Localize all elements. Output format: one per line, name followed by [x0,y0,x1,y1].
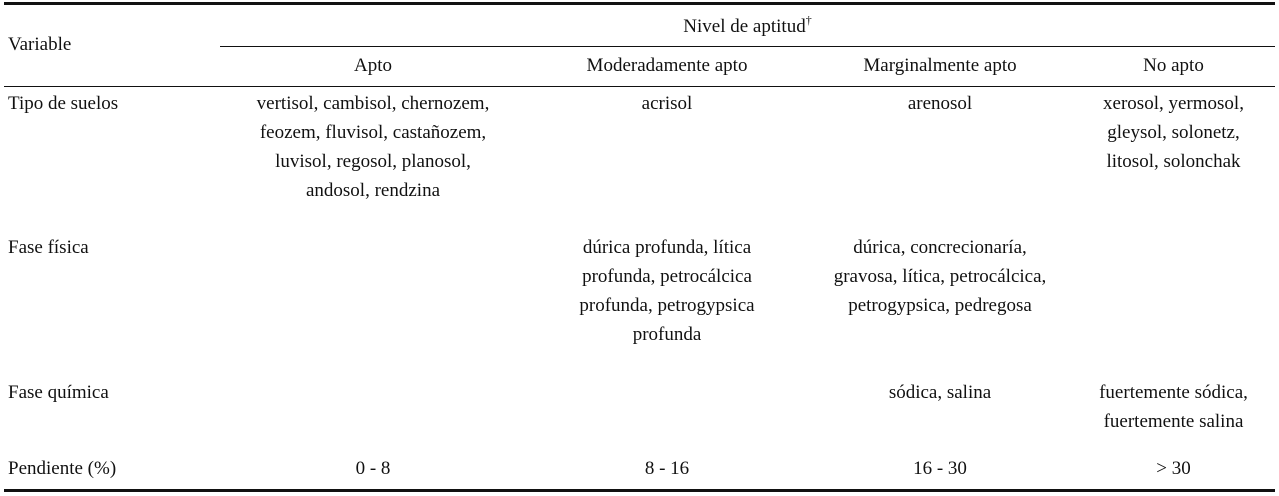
table-cell [808,89,1072,118]
suitability-level-header-text: Nivel de aptitud [683,16,806,37]
cell-line: luvisol, regosol, planosol, [275,151,471,172]
cell-line: fuertemente sódica, [1099,382,1248,403]
cell-line: dúrica profunda, lítica [582,237,752,258]
cell-line: feozem, fluvisol, castañozem, [259,122,487,143]
suitability-level-header [220,12,1275,41]
table-cell: 0 - 8 [355,458,391,479]
table-cell [220,89,526,205]
table-cell: > 30 [1156,458,1191,479]
row-label-tipo-de-suelos: Tipo de suelos [8,93,119,114]
cell-line: gravosa, lítica, petrocálcica, [833,266,1047,287]
table-cell: 16 - 30 [913,458,967,479]
dagger-footnote-mark: † [805,13,812,27]
cell-line: petrogypsica, pedregosa [848,295,1032,316]
column-header-marginalmente-apto: Marginalmente apto [863,55,1017,76]
cell-line: gleysol, solonetz, [1107,122,1240,143]
cell-line: vertisol, cambisol, chernozem, [256,93,490,114]
row-label-fase-quimica: Fase química [8,382,109,403]
table-cell [808,233,1072,320]
cell-line: arenosol [907,93,973,114]
cell-line: andosol, rendzina [305,180,440,201]
table-cell [1072,378,1275,436]
cell-line: fuertemente salina [1103,411,1244,432]
table-cell [526,89,808,118]
cell-line: profunda, petrogypsica [579,295,755,316]
table-cell [526,233,808,349]
cell-line: profunda [632,324,702,345]
row-label-pendiente: Pendiente (%) [8,458,117,479]
cell-line: acrisol [641,93,693,114]
table-cell [1072,89,1275,176]
row-label-fase-fisica: Fase física [8,237,89,258]
variable-column-header: Variable [8,34,72,55]
cell-line: sódica, salina [888,382,992,403]
table-cell: 8 - 16 [644,458,690,479]
table-cell [808,378,1072,407]
cell-line: litosol, solonchak [1106,151,1241,172]
cell-line: dúrica, concrecionaría, [853,237,1027,258]
level-header-underline [220,46,1275,47]
column-header-apto: Apto [354,55,392,76]
cell-line: xerosol, yermosol, [1103,93,1244,114]
table-top-rule [4,2,1275,5]
header-bottom-rule [4,86,1275,87]
column-header-moderadamente-apto: Moderadamente apto [586,55,748,76]
cell-line: profunda, petrocálcica [582,266,752,287]
table-bottom-rule [4,489,1275,492]
column-header-no-apto: No apto [1143,55,1204,76]
